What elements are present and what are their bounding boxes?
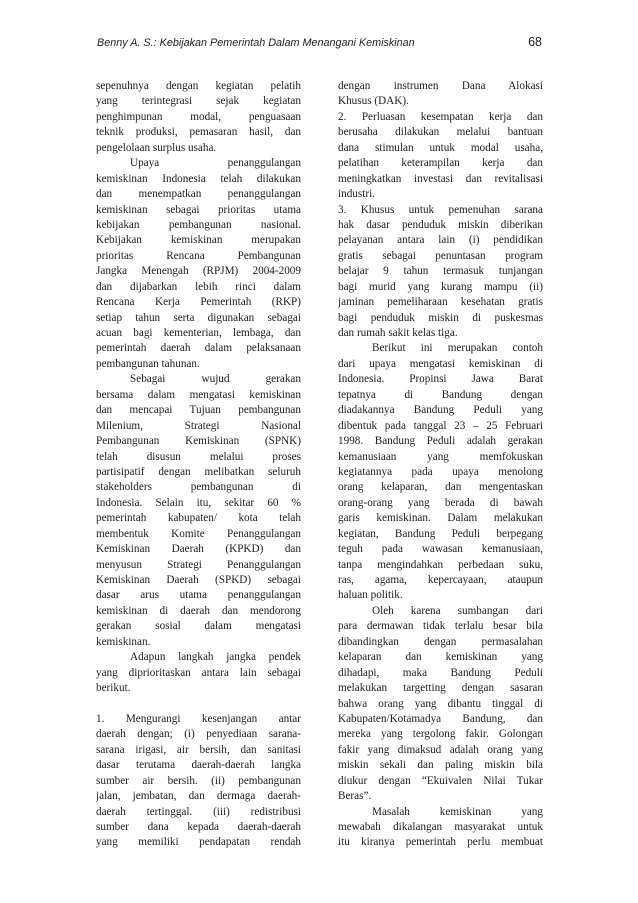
text-line: Jangka Menengah (RPJM) 2004-2009 xyxy=(96,265,301,278)
text-line: yang terintegrasi sejak kegiatan xyxy=(96,95,301,108)
text-line: kemiskinan Indonesia telah dilakukan xyxy=(96,172,301,185)
text-line: haluan politik. xyxy=(338,589,403,602)
text-line: Rencana Kerja Pemerintah (RKP) xyxy=(96,296,301,309)
text-line: pengelolaan surplus usaha. xyxy=(96,141,217,154)
text-line: Kemiskinan Daerah (KPKD) dan xyxy=(96,543,301,556)
text-line: dan mencapai Tujuan pembangunan xyxy=(96,404,301,417)
text-line: hak dasar penduduk miskin diberikan xyxy=(338,218,543,231)
text-line: daerah tertinggal. (iii) redistribusi xyxy=(96,805,301,818)
right-column xyxy=(338,79,543,851)
text-line: dan menempatkan penanggulangan xyxy=(96,188,301,201)
text-line: 1998. Bandung Peduli adalah gerakan xyxy=(338,435,543,448)
text-line: sarana irigasi, air bersih, dan sanitasi xyxy=(96,743,301,756)
text-line: jaminan pemeliharaan kesehatan gratis xyxy=(338,296,543,309)
left-column xyxy=(96,79,301,851)
text-line: tanpa mengindahkan perbedaan suku, xyxy=(338,558,543,571)
text-line: para dermawan tidak terlalu besar bila xyxy=(338,620,543,633)
text-line: Indonesia. Selain itu, sekitar 60 % xyxy=(96,496,301,509)
text-line: industri. xyxy=(338,188,375,201)
text-line: kegiatan, Bandung Peduli berpegang xyxy=(338,527,543,540)
text-line: menyusun Strategi Penanggulangan xyxy=(96,558,301,571)
text-line: Berikut ini merupakan contoh xyxy=(372,342,543,355)
text-line: membentuk Komite Penanggulangan xyxy=(96,527,301,540)
text-line: mereka yang tergolong fakir. Golongan xyxy=(338,728,543,741)
text-line: pelatihan keterampilan kerja dan xyxy=(338,157,543,170)
text-line: Masalah kemiskinan yang xyxy=(372,805,543,818)
text-line: berikut. xyxy=(96,682,131,695)
text-line: dan dijabarkan lebih rinci dalam xyxy=(96,280,301,293)
page-number: 68 xyxy=(528,35,542,49)
text-line: melakukan targetting dengan sasaran xyxy=(338,682,543,695)
text-line: pembangunan tahunan. xyxy=(96,357,200,370)
text-line: fakir yang dimaksud adalah orang yang xyxy=(338,743,543,756)
text-line: prioritas Rencana Pembangunan xyxy=(96,249,301,262)
text-line: bersama dalam mengatasi kemiskinan xyxy=(96,388,301,401)
text-line: bagi penduduk miskin di puskesmas xyxy=(338,311,543,324)
text-line: dengan instrumen Dana Alokasi xyxy=(338,80,543,92)
text-line: Kemiskinan Daerah (SPKD) sebagai xyxy=(96,574,301,586)
text-line: teguh pada wawasan kemanusiaan, xyxy=(338,543,543,556)
text-line: orang kelaparan, dan mengentaskan xyxy=(338,481,543,494)
text-line: Kabupaten/Kotamadya Bandung, dan xyxy=(338,712,543,725)
text-line: dan rumah sakit kelas tiga. xyxy=(338,327,458,339)
text-line: itu kiranya pemerintah perlu membuat xyxy=(338,836,543,849)
text-line: Milenium, Strategi Nasional xyxy=(96,419,301,432)
text-line: dibandingkan dengan permasalahan xyxy=(338,635,543,648)
text-line: telah disusun melalui proses xyxy=(96,450,301,463)
text-line: dasar arus utama penanggulangan xyxy=(96,589,301,602)
text-line: 3. Khusus untuk pemenuhan sarana xyxy=(338,203,543,216)
text-line: gerakan sosial dalam mengatasi xyxy=(96,620,301,633)
text-line: tepatnya di Bandung dengan xyxy=(338,388,543,401)
text-line: dihadapi, maka Bandung Peduli xyxy=(338,666,543,679)
text-line: ras, agama, kepercayaan, ataupun xyxy=(338,574,543,586)
text-line: gratis sebagai penuntasan program xyxy=(338,249,543,262)
text-line: kemanusiaan yang memfokuskan xyxy=(338,450,543,463)
text-line: Khusus (DAK). xyxy=(338,95,409,108)
text-line: kegiatannya pada upaya menolong xyxy=(338,465,543,478)
text-line: penghimpunan modal, penguasaan xyxy=(96,110,301,123)
text-line: belajar 9 tahun termasuk tunjangan xyxy=(338,265,543,278)
running-head: Benny A. S.: Kebijakan Pemerintah Dalam Menangani Kemiskinan xyxy=(97,37,415,49)
text-line: acuan bagi kementerian, lembaga, dan xyxy=(96,327,301,339)
text-line: daerah dengan; (i) penyediaan sarana- xyxy=(96,728,301,741)
text-line: 2. Perluasan kesempatan kerja dan xyxy=(338,110,543,123)
text-line: pemerintah kabupaten/ kota telah xyxy=(96,512,301,525)
text-line: Oleh karena sumbangan dari xyxy=(372,604,543,617)
text-line: 1. Mengurangi kesenjangan antar xyxy=(96,712,301,725)
text-line: stakeholders pembangunan di xyxy=(96,481,301,494)
text-line: kelaparan dan kemiskinan yang xyxy=(338,651,543,664)
text-line: dibentuk pada tanggal 23 – 25 Februari xyxy=(338,419,543,432)
text-line: miskin sekali dan paling miskin bila xyxy=(338,759,543,772)
text-line: orang-orang yang berada di bawah xyxy=(338,496,543,509)
text-line: Kebijakan kemiskinan merupakan xyxy=(96,234,301,247)
text-line: sumber air bersih. (ii) pembangunan xyxy=(96,774,301,787)
text-line: yang diprioritaskan antara lain sebagai xyxy=(96,666,301,679)
text-line: sumber dana kepada daerah-daerah xyxy=(96,821,301,833)
text-line: meningkatkan investasi dan revitalisasi xyxy=(338,172,543,185)
text-line: dasar terutama daerah-daerah langka xyxy=(96,759,301,772)
text-line: dari upaya mengatasi kemiskinan di xyxy=(338,357,543,370)
text-line: Pembangunan Kemiskinan (SPNK) xyxy=(96,435,301,448)
text-line: teknik produksi, pemasaran hasil, dan xyxy=(96,126,301,139)
text-line: mewabah dikalangan masyarakat untuk xyxy=(338,821,543,833)
text-line: Sebagai wujud gerakan xyxy=(130,373,301,386)
text-line: partisipatif dengan melibatkan seluruh xyxy=(96,465,301,478)
text-line: kemiskinan sebagai prioritas utama xyxy=(96,203,301,216)
text-line: dana stimulan untuk modal usaha, xyxy=(338,141,543,154)
text-line: diukur dengan “Ekuivalen Nilai Tukar xyxy=(338,774,543,787)
text-line: pemerintah daerah dalam pelaksanaan xyxy=(96,342,301,355)
text-line: Adapun langkah jangka pendek xyxy=(130,651,301,664)
text-line: kemiskinan di daerah dan mendorong xyxy=(96,604,301,617)
text-line: Beras”. xyxy=(338,790,372,803)
text-line: setiap tahun serta digunakan sebagai xyxy=(96,311,301,324)
text-line: kebijakan pembangunan nasional. xyxy=(96,218,301,231)
text-line: pelayanan antara lain (i) pendidikan xyxy=(338,234,543,247)
text-line: sepenuhnya dengan kegiatan pelatih xyxy=(96,80,301,92)
text-line: Upaya penanggulangan xyxy=(130,157,301,170)
text-line xyxy=(96,697,301,712)
text-line: berusaha dilakukan melalui bantuan xyxy=(338,126,543,139)
text-line: bagi murid yang kurang mampu (ii) xyxy=(338,280,543,293)
text-line: jalan, jembatan, dan dermaga daerah- xyxy=(96,790,301,803)
text-line: garis kemiskinan. Dalam melakukan xyxy=(338,512,543,525)
text-line: bahwa orang yang dibantu tinggal di xyxy=(338,697,543,710)
text-line: diadakannya Bandung Peduli yang xyxy=(338,404,543,417)
text-line: yang memiliki pendapatan rendah xyxy=(96,836,301,849)
text-line: kemiskinan. xyxy=(96,635,151,648)
text-line: Indonesia. Propinsi Jawa Barat xyxy=(338,373,543,386)
